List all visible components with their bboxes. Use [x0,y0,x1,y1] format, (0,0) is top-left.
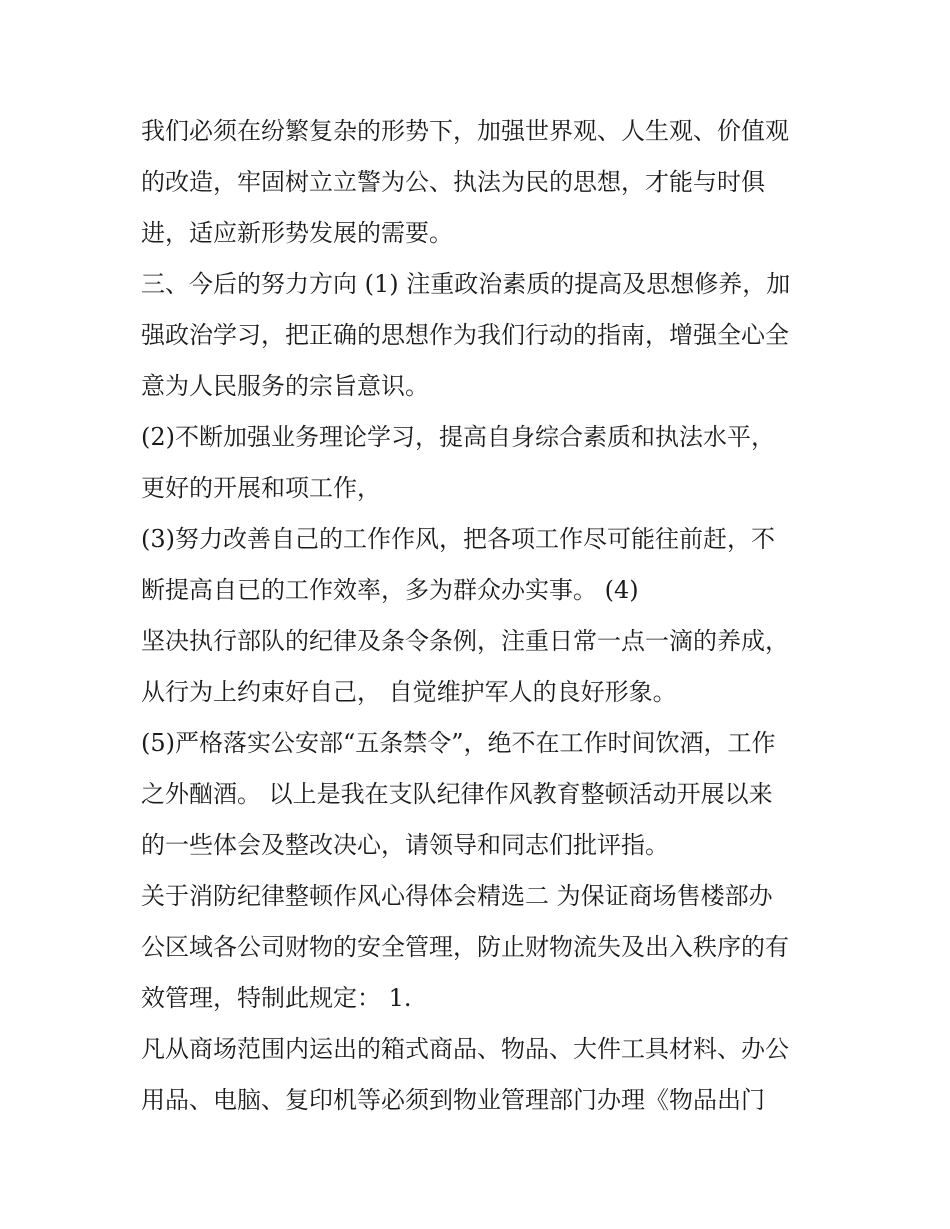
text-line: (5)严格落实公安部“五条禁令”，绝不在工作时间饮酒，工作 [141,729,776,757]
text-line: 断提高自已的工作效率，多为群众办实事。 (4) [141,576,639,604]
text-line: (3)努力改善自己的工作作风，把各项工作尽可能往前赶，不 [141,525,775,553]
text-line: 之外酗酒。 以上是我在支队纪律作风教育整顿活动开展以来 [141,780,773,808]
text-line: 公区域各公司财物的安全管理，防止财物流失及出入秩序的有 [141,933,789,961]
text-line: 凡从商场范围内运出的箱式商品、物品、大件工具材料、办公 [141,1035,789,1063]
text-line: 我们必须在纷繁复杂的形势下，加强世界观、人生观、价值观 [141,117,789,145]
text-line: 更好的开展和项工作， [141,474,381,502]
text-line: 三、今后的努力方向 (1) 注重政治素质的提高及思想修养，加 [141,270,791,298]
text-line: 的一些体会及整改决心，请领导和同志们批评指。 [141,831,669,859]
text-line: 效管理，特制此规定： 1. [141,984,412,1012]
text-line: 从行为上约束好自己， 自觉维护军人的良好形象。 [141,678,677,706]
body-text [141,106,821,1126]
text-line: 的改造，牢固树立立警为公、执法为民的思想，才能与时俱 [141,168,765,196]
text-line: 坚决执行部队的纪律及条令条例，注重日常一点一滴的养成， [141,627,789,655]
text-line: 用品、电脑、复印机等必须到物业管理部门办理《物品出门 [141,1086,765,1114]
text-line: 进，适应新形势发展的需要。 [141,219,453,247]
text-line: (2)不断加强业务理论学习，提高自身综合素质和执法水平， [141,423,775,451]
text-line: 强政治学习，把正确的思想作为我们行动的指南，增强全心全 [141,321,789,349]
text-line: 关于消防纪律整顿作风心得体会精选二 为保证商场售楼部办 [141,882,773,910]
text-line: 意为人民服务的宗旨意识。 [141,372,429,400]
